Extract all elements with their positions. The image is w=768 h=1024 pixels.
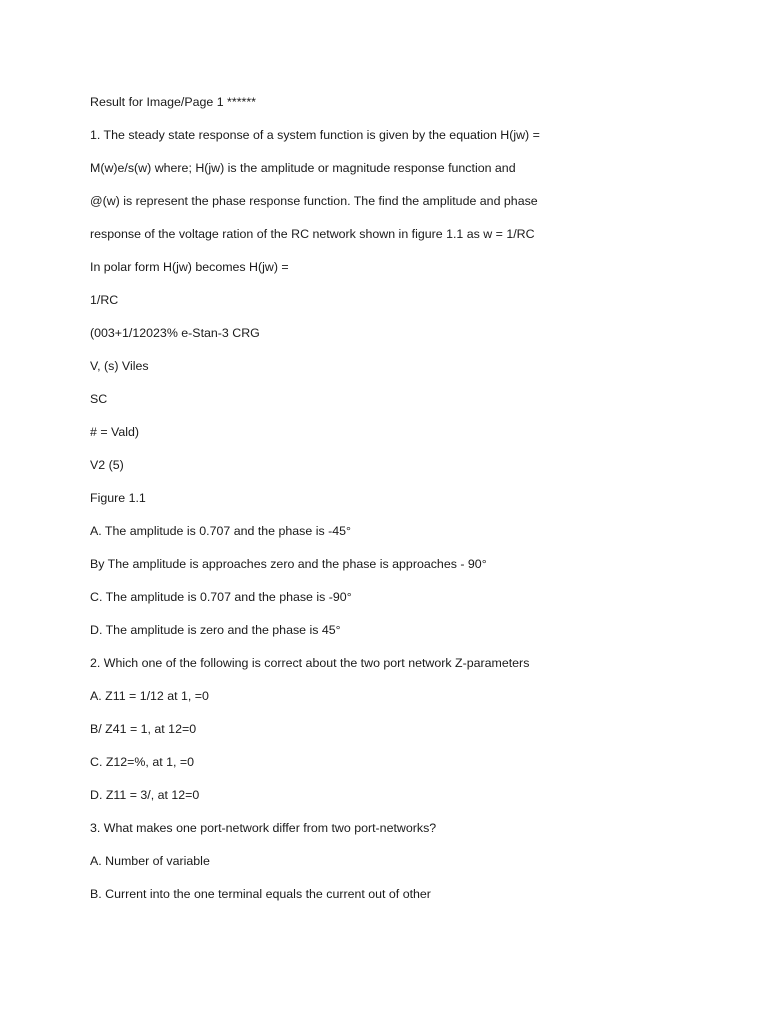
question-1-option-b: By The amplitude is approaches zero and the phase is approaches - 90° <box>90 557 487 571</box>
question-1-line-2: M(w)e/s(w) where; H(jw) is the amplitude or magnitude response function and <box>90 161 516 175</box>
question-1-line-3: @(w) is represent the phase response function. The find the amplitude and phase <box>90 194 538 208</box>
ocr-fragment-2: (003+1/12023% e-Stan-3 CRG <box>90 326 260 340</box>
question-2-option-c: C. Z12=%, at 1, =0 <box>90 755 195 769</box>
question-2: 2. Which one of the following is correct about the two port network Z-parameters <box>90 656 530 670</box>
question-1-option-c: C. The amplitude is 0.707 and the phase is -90° <box>90 590 352 604</box>
ocr-fragment-4: SC <box>90 392 108 406</box>
question-1-line-4: response of the voltage ration of the RC network shown in figure 1.1 as w = 1/RC <box>90 227 535 241</box>
question-1-option-a: A. The amplitude is 0.707 and the phase is -45° <box>90 524 351 538</box>
ocr-fragment-1: 1/RC <box>90 293 119 307</box>
question-1-line-1: 1. The steady state response of a system function is given by the equation H(jw) = <box>90 128 540 142</box>
ocr-fragment-3: V, (s) Viles <box>90 359 149 373</box>
result-header: Result for Image/Page 1 ****** <box>90 95 256 109</box>
question-2-option-b: B/ Z41 = 1, at 12=0 <box>90 722 197 736</box>
question-3-option-b: B. Current into the one terminal equals the current out of other <box>90 887 431 901</box>
question-2-option-a: A. Z11 = 1/12 at 1, =0 <box>90 689 209 703</box>
figure-caption: Figure 1.1 <box>90 491 146 505</box>
polar-form-line: In polar form H(jw) becomes H(jw) = <box>90 260 289 274</box>
ocr-fragment-6: V2 (5) <box>90 458 124 472</box>
ocr-fragment-5: # = Vald) <box>90 425 140 439</box>
question-2-option-d: D. Z11 = 3/, at 12=0 <box>90 788 200 802</box>
question-3: 3. What makes one port-network differ from two port-networks? <box>90 821 437 835</box>
question-3-option-a: A. Number of variable <box>90 854 210 868</box>
document-text <box>90 92 750 917</box>
question-1-option-d: D. The amplitude is zero and the phase is 45° <box>90 623 341 637</box>
